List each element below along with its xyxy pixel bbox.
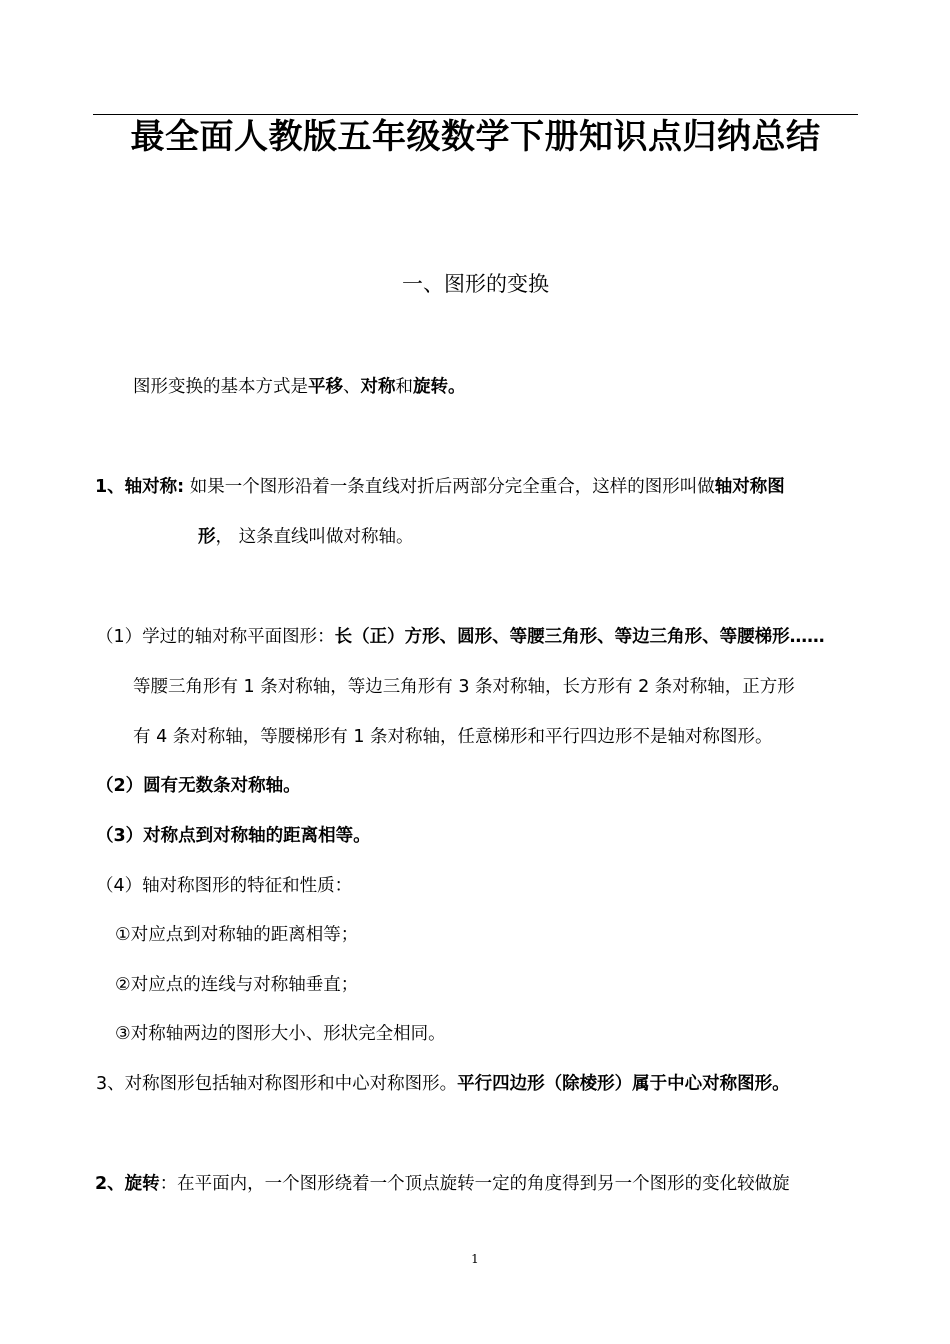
axis-symmetry-term-end: 形	[198, 527, 216, 547]
rotation-label: 2、旋转	[95, 1174, 160, 1194]
intro-term-translation: 平移	[308, 377, 343, 397]
intro-separator: 、	[343, 377, 361, 397]
item-3: （3）对称点到对称轴的距离相等。	[96, 826, 371, 846]
intro-separator: 和	[395, 377, 413, 397]
document-title: 最全面人教版五年级数学下册知识点归纳总结	[130, 117, 821, 157]
intro-text: 图形变换的基本方式是	[133, 377, 308, 397]
item-1-line-2: 等腰三角形有 1 条对称轴，等边三角形有 3 条对称轴，长方形有 2 条对称轴，正方形	[133, 677, 795, 697]
rotation-definition	[95, 1171, 790, 1197]
axis-symmetry-definition	[95, 474, 785, 500]
intro-paragraph	[133, 374, 466, 400]
property-2: ②对应点的连线与对称轴垂直；	[115, 975, 359, 995]
item-1-line-3: 有 4 条对称轴，等腰梯形有 1 条对称轴，任意梯形和平行四边形不是轴对称图形。	[133, 727, 773, 747]
item-1-shapes: 长（正）方形、圆形、等腰三角形、等边三角形、等腰梯形……	[334, 627, 825, 647]
symmetry-types-bold: 平行四边形（除棱形）属于中心对称图形。	[457, 1074, 790, 1094]
item-1-prefix: （1）学过的轴对称平面图形：	[96, 627, 335, 647]
page-number: 1	[471, 1252, 479, 1266]
axis-symmetry-text: 如果一个图形沿着一条直线对折后两部分完全重合，这样的图形叫做	[184, 477, 715, 497]
property-1: ①对应点到对称轴的距离相等；	[115, 925, 359, 945]
axis-symmetry-continuation	[198, 524, 414, 550]
axis-symmetry-term: 轴对称图	[714, 477, 785, 497]
item-2: （2）圆有无数条对称轴。	[96, 776, 301, 796]
property-3: ③对称轴两边的图形大小、形状完全相同。	[115, 1024, 446, 1044]
axis-symmetry-text-end: ， 这条直线叫做对称轴。	[215, 527, 414, 547]
section-title: 一、图形的变换	[402, 272, 549, 296]
item-4: （4）轴对称图形的特征和性质：	[96, 876, 353, 896]
rotation-text: ：在平面内，一个图形绕着一个顶点旋转一定的角度得到另一个图形的变化较做旋	[159, 1174, 790, 1194]
intro-term-rotation: 旋转。	[413, 377, 466, 397]
item-1-heading	[96, 624, 825, 650]
symmetry-types	[96, 1071, 790, 1097]
intro-term-symmetry: 对称	[360, 377, 396, 397]
symmetry-types-text: 3、对称图形包括轴对称图形和中心对称图形。	[96, 1074, 458, 1094]
axis-symmetry-label: 1、轴对称:	[95, 477, 185, 497]
